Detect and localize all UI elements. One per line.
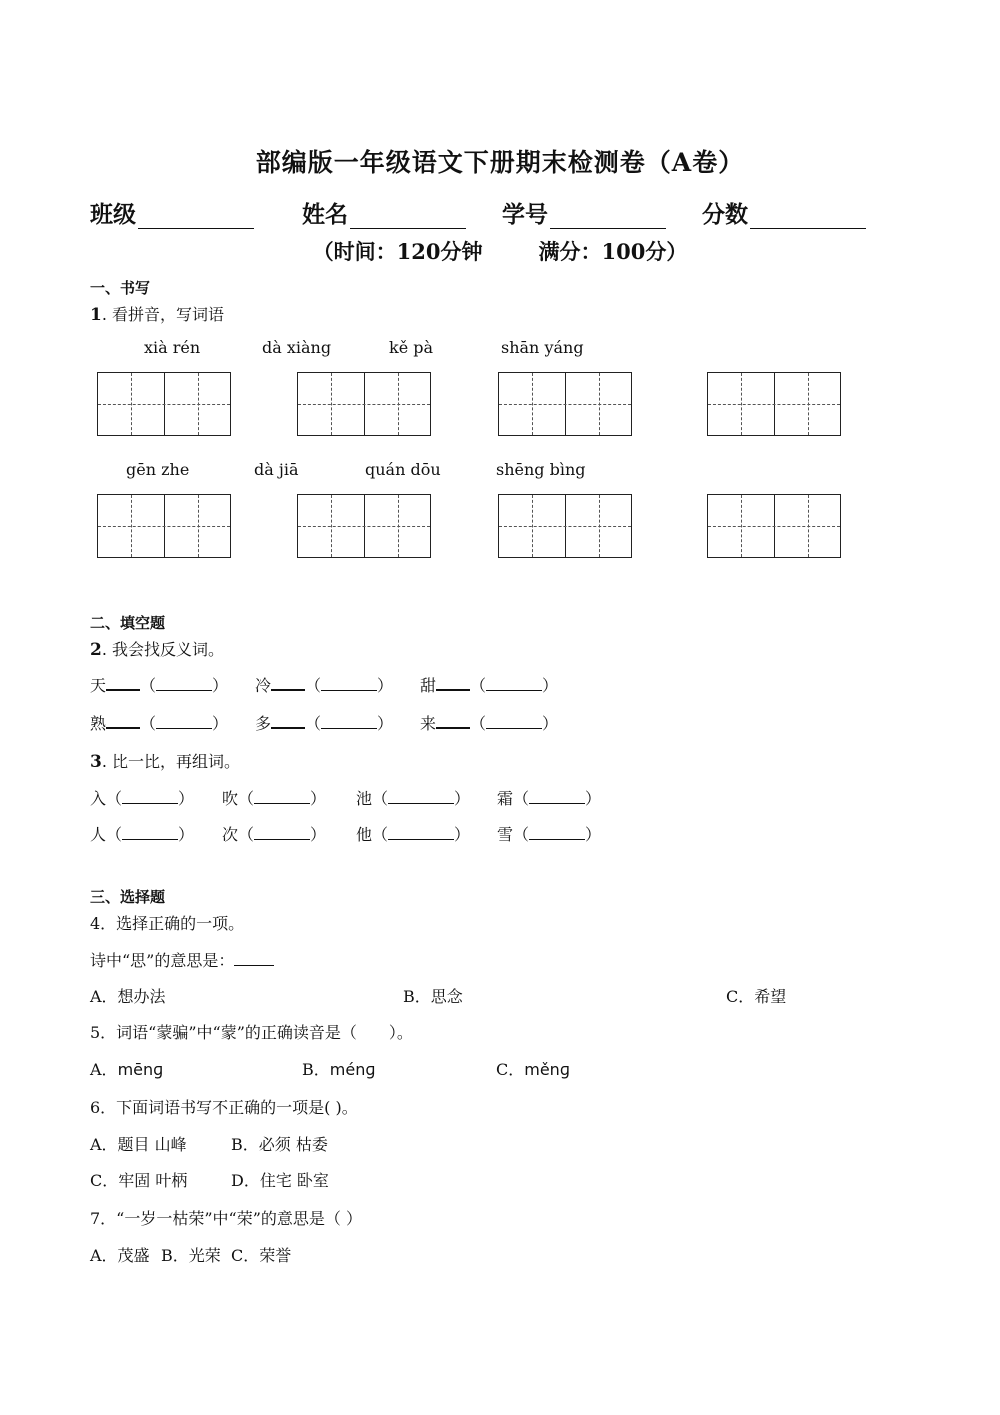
option-c[interactable]: C．荣誉 — [231, 1246, 292, 1265]
pinyin-4: shān yáng — [501, 338, 584, 357]
name-blank[interactable] — [350, 206, 466, 229]
section-1-heading: 一、书写 — [90, 279, 151, 297]
option-pinyin: mēnɡ — [117, 1060, 164, 1079]
pinyin-6: dà jiā — [254, 460, 299, 479]
compare-item: 吹（ ） — [222, 789, 327, 808]
question-4: 4．选择正确的一项。 — [90, 914, 245, 933]
score-label: 分数 — [702, 201, 748, 228]
pinyin-5: gēn zhe — [126, 460, 190, 479]
section-2-heading: 二、填空题 — [90, 614, 166, 632]
antonym-word: 来 — [420, 714, 437, 733]
answer-blank[interactable] — [529, 825, 585, 840]
pinyin-7: quán dōu — [365, 460, 441, 479]
question-1-number: 1 — [90, 305, 102, 325]
option-label: A． — [90, 1060, 118, 1079]
compare-char: 人 — [90, 825, 107, 844]
question-3 — [90, 749, 240, 772]
antonym-item: 来 （ ） — [420, 714, 559, 733]
class-blank[interactable] — [138, 206, 254, 229]
compare-item: 次（ ） — [222, 825, 327, 844]
answer-blank[interactable] — [122, 825, 178, 840]
writing-grid[interactable] — [97, 494, 231, 558]
answer-blank[interactable] — [156, 676, 212, 691]
question-5: 5．词语“蒙骗”中“蒙”的正确读音是（ ）。 — [90, 1023, 413, 1042]
id-blank[interactable] — [550, 206, 666, 229]
compare-char: 入 — [90, 789, 107, 808]
name-label: 姓名 — [302, 201, 348, 228]
compare-item: 池（ ） — [356, 789, 471, 808]
question-6: 6．下面词语书写不正确的一项是( )。 — [90, 1098, 358, 1117]
question-4-sub-text: 诗中“思”的意思是： — [90, 951, 235, 970]
antonym-item: 多 （ ） — [255, 714, 394, 733]
page-title: 部编版一年级语文下册期末检测卷（A卷） — [255, 148, 745, 177]
option-d[interactable]: D．住宅 卧室 — [231, 1171, 329, 1190]
score-blank[interactable] — [750, 206, 866, 229]
duration-text: （时间：120分钟 — [312, 239, 483, 264]
question-3-number: 3 — [90, 752, 102, 772]
question-4-sub — [90, 948, 274, 971]
option-a[interactable] — [90, 1057, 163, 1080]
compare-char: 吹 — [222, 789, 239, 808]
antonym-word: 冷 — [255, 676, 272, 695]
writing-grid[interactable] — [97, 372, 231, 436]
compare-item: 他（ ） — [356, 825, 471, 844]
pinyin-8: shēng bìng — [496, 460, 586, 479]
answer-blank[interactable] — [321, 676, 377, 691]
compare-char: 雪 — [497, 825, 514, 844]
compare-char: 池 — [356, 789, 373, 808]
antonym-item: 甜 （ ） — [420, 676, 559, 695]
option-c[interactable] — [496, 1057, 570, 1080]
option-c[interactable]: C．希望 — [726, 987, 787, 1006]
question-7: 7．“一岁一枯荣”中“荣”的意思是（ ） — [90, 1209, 362, 1228]
pinyin-2: dà xiàng — [262, 338, 332, 357]
option-b[interactable] — [302, 1057, 376, 1080]
answer-blank[interactable] — [486, 714, 542, 729]
writing-grid[interactable] — [707, 372, 841, 436]
option-b[interactable]: B．思念 — [403, 987, 463, 1006]
full-score-text: 满分：100分） — [538, 239, 688, 264]
question-3-text: . 比一比，再组词。 — [101, 752, 241, 771]
score-field — [702, 196, 866, 229]
name-field — [302, 196, 466, 229]
option-a[interactable]: A．想办法 — [90, 987, 166, 1006]
option-label: C． — [496, 1060, 525, 1079]
option-a[interactable]: A．题目 山峰 — [90, 1135, 187, 1154]
compare-char: 霜 — [497, 789, 514, 808]
id-field — [502, 196, 666, 229]
answer-blank[interactable] — [156, 714, 212, 729]
answer-blank[interactable] — [254, 825, 310, 840]
writing-grid[interactable] — [498, 372, 632, 436]
question-1 — [90, 302, 224, 325]
id-label: 学号 — [502, 201, 548, 228]
antonym-item: 熟 （ ） — [90, 714, 229, 733]
section-3-heading: 三、选择题 — [90, 888, 166, 906]
writing-grid[interactable] — [297, 494, 431, 558]
answer-blank[interactable] — [321, 714, 377, 729]
question-2-text: . 我会找反义词。 — [101, 640, 225, 659]
antonym-item: 天 （ ） — [90, 676, 229, 695]
answer-blank[interactable] — [122, 789, 178, 804]
compare-item: 霜（ ） — [497, 789, 602, 808]
answer-blank[interactable] — [388, 789, 454, 804]
compare-char: 他 — [356, 825, 373, 844]
pinyin-1: xià rén — [144, 338, 201, 357]
antonym-word: 天 — [90, 676, 107, 695]
compare-char: 次 — [222, 825, 239, 844]
answer-blank[interactable] — [234, 951, 274, 966]
option-pinyin: ménɡ — [329, 1060, 376, 1079]
antonym-word: 多 — [255, 714, 272, 733]
antonym-item: 冷 （ ） — [255, 676, 394, 695]
option-label: B． — [302, 1060, 330, 1079]
compare-item: 人（ ） — [90, 825, 195, 844]
compare-item: 雪（ ） — [497, 825, 602, 844]
answer-blank[interactable] — [486, 676, 542, 691]
option-b[interactable]: B．光荣 — [161, 1246, 221, 1265]
option-b[interactable]: B．必须 枯委 — [231, 1135, 328, 1154]
answer-blank[interactable] — [529, 789, 585, 804]
antonym-word: 甜 — [420, 676, 437, 695]
question-2 — [90, 637, 224, 660]
answer-blank[interactable] — [388, 825, 454, 840]
compare-item: 入（ ） — [90, 789, 195, 808]
writing-grid[interactable] — [297, 372, 431, 436]
class-label: 班级 — [90, 201, 136, 228]
writing-grid[interactable] — [498, 494, 632, 558]
option-c[interactable]: C．牢固 叶柄 — [90, 1171, 188, 1190]
option-pinyin: měnɡ — [524, 1060, 570, 1079]
option-a[interactable]: A．茂盛 — [90, 1246, 150, 1265]
question-1-text: . 看拼音，写词语 — [101, 305, 225, 324]
writing-grid[interactable] — [707, 494, 841, 558]
antonym-word: 熟 — [90, 714, 107, 733]
class-field — [90, 196, 254, 229]
question-2-number: 2 — [90, 640, 102, 660]
answer-blank[interactable] — [254, 789, 310, 804]
pinyin-3: kě pà — [389, 338, 434, 357]
exam-time-info — [0, 236, 1000, 266]
